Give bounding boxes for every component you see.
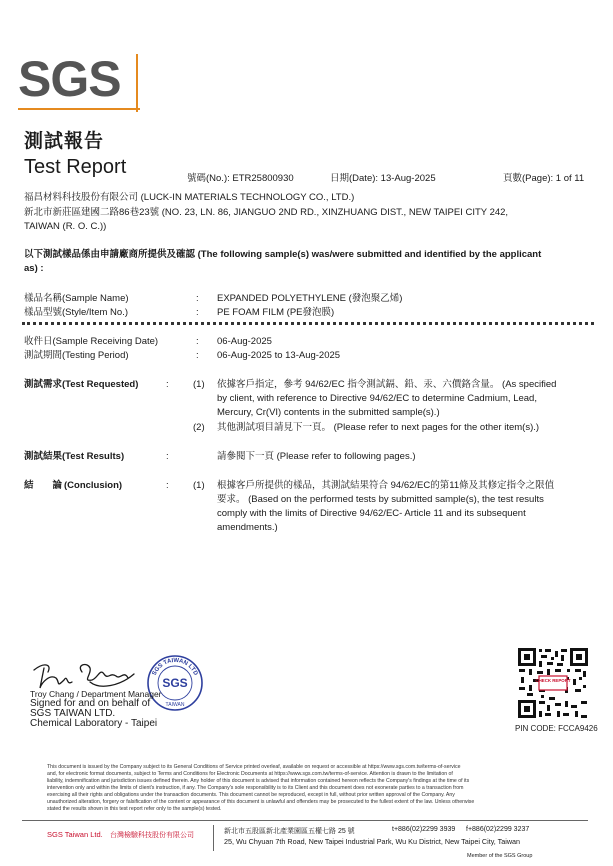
client-address-line1: 新北市新莊區建國二路86巷23號 (NO. 23, LN. 86, JIANGUO 2ND RD., XINZHUANG DIST., NEW TAIPEI CITY 242, xyxy=(24,207,509,218)
seal-center-text: SGS xyxy=(162,676,188,690)
footer-company: SGS Taiwan Ltd. xyxy=(47,830,103,839)
signed-company: SGS TAIWAN LTD. xyxy=(30,708,116,719)
qr-code xyxy=(517,647,589,719)
pin-code: PIN CODE: FCCA9426 xyxy=(515,724,598,733)
test-requested-item2-number: (2) xyxy=(193,422,205,433)
qr-check-report-stamp: CHECK REPORT xyxy=(535,678,571,683)
colon: : xyxy=(166,480,169,491)
signed-lab: Chemical Laboratory - Taipei xyxy=(30,718,158,729)
report-date: 日期(Date): 13-Aug-2025 xyxy=(330,173,436,184)
colon: : xyxy=(166,379,169,390)
seal-top-text: SGS TAIWAN LTD xyxy=(151,657,199,677)
test-results-label: 測試結果(Test Results) xyxy=(24,451,125,462)
sample-name-value: EXPANDED POLYETHYLENE (發泡聚乙烯) xyxy=(217,293,403,304)
report-title-zh: 測試報告 xyxy=(24,130,105,152)
footer-address-zh: 新北市五股區新北產業園區五權七路 25 號 xyxy=(224,828,355,835)
test-requested-item1-line1: 依據客戶指定，參考 94/62/EC 指令測試鎘、鉛、汞、六價鉻含量。 (As specified xyxy=(217,379,557,390)
colon: : xyxy=(196,350,199,361)
receive-date-value: 06-Aug-2025 xyxy=(217,336,272,347)
footer-member: Member of the SGS Group xyxy=(467,853,533,859)
colon: : xyxy=(196,336,199,347)
client-address-line2: TAIWAN (R. O. C.)) xyxy=(24,221,107,232)
separator-line xyxy=(22,322,594,325)
footer-address-en: 25, Wu Chyuan 7th Road, New Taipei Industrial Park, Wu Ku District, New Taipei City, Taiwan xyxy=(224,837,521,846)
sgs-logo-text: SGS xyxy=(18,51,121,107)
style-value: PE FOAM FILM (PE發泡膜) xyxy=(217,307,335,318)
report-number: 號碼(No.): ETR25800930 xyxy=(187,173,294,184)
sgs-logo xyxy=(18,50,140,116)
footer-tel: t+886(02)2299 3939 xyxy=(392,826,456,833)
conclusion-label-zh: 結 論 xyxy=(24,480,63,491)
sample-name-label: 樣品名稱(Sample Name) xyxy=(24,293,129,304)
test-requested-item1-line3: Mercury, Cr(VI) contents in the submitted sample(s).) xyxy=(217,407,440,418)
disclaimer-line7: stated the results shown in this test report refer only to the sample(s) tested. xyxy=(47,806,222,812)
disclaimer-line5: exercising all their rights and obligations under the transaction documents. This document cannot be reproduced, except in full, without prior written approval of the Company. Any xyxy=(47,792,455,798)
disclaimer-line6: unauthorized alteration, forgery or falsification of the content or appearance of this document is unlawful and offenders may be prosecuted to the fullest extent of the law. Unless otherwise xyxy=(47,799,475,805)
page-number: 頁數(Page): 1 of 11 xyxy=(503,173,585,184)
conclusion-item-number: (1) xyxy=(193,480,205,491)
footer-fax: f+886(02)2299 3237 xyxy=(466,826,530,833)
sgs-taiwan-seal xyxy=(146,654,204,712)
conclusion-line3: comply with the limits of Directive 94/62/EC- Article 11 and its subsequent xyxy=(217,508,526,519)
conclusion-line4: amendments.) xyxy=(217,522,278,533)
disclaimer-line3: liability, indemnification and jurisdiction issues defined therein. Any holder of this document is advised that information contained hereon reflects the Company's findings at the time of its xyxy=(47,778,470,784)
disclaimer-line4: intervention only and within the limits of client's instruction, if any. The Company's sole responsibility is to its Client and this document does not exonerate parties to a transaction from xyxy=(47,785,464,791)
client-name: 福昌材料科技股份有限公司 (LUCK-IN MATERIALS TECHNOLOGY CO., LTD.) xyxy=(24,192,355,203)
test-requested-item1-number: (1) xyxy=(193,379,205,390)
conclusion-line2: 要求。 (Based on the performed tests by submitted sample(s), the test results xyxy=(217,494,544,505)
signed-for-text: Signed for and on behalf of xyxy=(30,698,151,709)
test-requested-item2-line1: 其他測試項目請見下一頁。 (Please refer to next pages for the other item(s).) xyxy=(217,422,540,433)
test-requested-item1-line2: by client, with reference to Directive 94/62/EC to determine Cadmium, Lead, xyxy=(217,393,537,404)
style-label: 樣品型號(Style/Item No.) xyxy=(24,307,128,318)
testing-period-value: 06-Aug-2025 to 13-Aug-2025 xyxy=(217,350,341,361)
logo-orange-vertical xyxy=(136,54,138,112)
test-requested-label: 測試需求(Test Requested) xyxy=(24,379,139,390)
colon: : xyxy=(196,307,199,318)
seal-bottom-text: TAIWAN xyxy=(165,702,185,708)
signatory-name: Troy Chang / Department Manager xyxy=(30,689,162,699)
colon: : xyxy=(166,451,169,462)
disclaimer-line1: This document is issued by the Company subject to its General Conditions of Service printed overleaf, available on request or accessible at https://www.sgs.com.tw/terms-of-service xyxy=(47,764,461,770)
disclaimer-line2: and, for electronic format documents, subject to Terms and Conditions for Electronic Documents at https://www.sgs.com.tw/terms-of-service. Attention is drawn to the limitation of xyxy=(47,771,453,777)
footer-divider xyxy=(213,825,214,851)
logo-orange-underline xyxy=(18,108,140,110)
intro-line1: 以下測試樣品係由申請廠商所提供及確認 (The following sample(s) was/were submitted and identified by the applicant xyxy=(24,249,542,260)
report-title-en: Test Report xyxy=(24,156,127,178)
footer-rule xyxy=(22,820,588,821)
test-results-value: 請參閱下一頁 (Please refer to following pages.) xyxy=(217,451,416,462)
conclusion-line1: 根據客戶所提供的樣品，其測試結果符合 94/62/EC的第11條及其修定指令之限值 xyxy=(217,480,555,491)
intro-line2: as) : xyxy=(24,263,44,274)
colon: : xyxy=(196,293,199,304)
receive-date-label: 收件日(Sample Receiving Date) xyxy=(24,336,159,347)
footer-company-zh: 台灣檢驗科技股份有限公司 xyxy=(110,831,194,839)
conclusion-label-en: (Conclusion) xyxy=(64,480,123,491)
testing-period-label: 測試期間(Testing Period) xyxy=(24,350,129,361)
